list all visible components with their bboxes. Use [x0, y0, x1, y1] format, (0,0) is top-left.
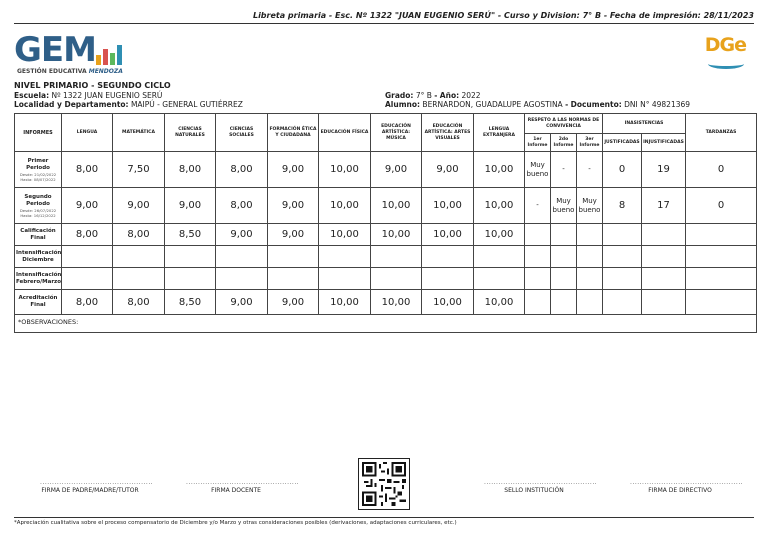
header-extranjera: LENGUA EXTRANJERA	[474, 114, 525, 152]
observaciones-field: *OBSERVACIONES:	[15, 315, 757, 333]
grade-cell: 10,00	[319, 224, 371, 246]
grade-cell	[474, 246, 525, 268]
header-divider	[14, 23, 754, 24]
table-row	[15, 188, 757, 224]
grade-cell: 10,00	[422, 290, 474, 315]
header-fisica: EDUCACIÓN FÍSICA	[319, 114, 371, 152]
grade-cell: 9,00	[268, 188, 319, 224]
grade-cell	[62, 246, 113, 268]
table-row	[15, 152, 757, 188]
normas-cell	[525, 290, 551, 315]
header-musica: EDUCACIÓN ARTÍSTICA: MÚSICA	[371, 114, 422, 152]
justificadas-cell	[603, 246, 642, 268]
grade-cell: 10,00	[371, 290, 422, 315]
normas-cell: Muy bueno	[577, 188, 603, 224]
normas-cell: Muy bueno	[551, 188, 577, 224]
header-normas: RESPETO A LAS NORMAS DE CONVIVENCIA	[525, 114, 603, 134]
grade-cell: 9,00	[268, 224, 319, 246]
grade-cell: 9,00	[268, 290, 319, 315]
table-row	[15, 246, 757, 268]
grade-cell	[319, 268, 371, 290]
grade-cell: 8,50	[165, 224, 216, 246]
grade-cell	[371, 246, 422, 268]
grade-cell: 10,00	[474, 152, 525, 188]
tardanzas-cell	[686, 224, 757, 246]
signature-directivo: ............................................... FIRMA DE DIRECTIVO	[630, 479, 744, 494]
grade-cell: 9,00	[371, 152, 422, 188]
tardanzas-cell: 0	[686, 152, 757, 188]
gem-logo-text: GEM	[14, 30, 96, 70]
bar-chart-icon	[96, 41, 126, 65]
row-label: Intensificación Diciembre	[15, 246, 62, 268]
gem-logo-subtitle: GESTIÓN EDUCATIVA MENDOZA	[17, 68, 123, 75]
normas-cell: -	[577, 152, 603, 188]
normas-cell: -	[525, 188, 551, 224]
tardanzas-cell	[686, 246, 757, 268]
grade-cell	[165, 246, 216, 268]
justificadas-cell: 0	[603, 152, 642, 188]
grade-cell: 10,00	[371, 224, 422, 246]
footnote: *Apreciación cualitativa sobre el proceso compensatorio de Diciembre y/o Marzo y otras consideraciones posibles (derivaciones, adaptaciones curriculares, etc.)	[14, 520, 457, 526]
grade-cell: 10,00	[319, 290, 371, 315]
grade-cell: 9,00	[113, 188, 165, 224]
justificadas-cell	[603, 268, 642, 290]
page-header-title: Libreta primaria - Esc. Nº 1322 "JUAN EUGENIO SERÚ" - Curso y Division: 7° B - Fecha de impresión: 28/11/2023	[252, 11, 754, 20]
injustificadas-cell	[642, 268, 686, 290]
header-visuales: EDUCACIÓN ARTÍSTICA: ARTES VISUALES	[422, 114, 474, 152]
grade-cell	[422, 246, 474, 268]
footer-divider	[14, 517, 754, 518]
header-etica: FORMACIÓN ÉTICA Y CIUDADANA	[268, 114, 319, 152]
tardanzas-cell: 0	[686, 188, 757, 224]
grade-cell	[113, 246, 165, 268]
qr-code	[358, 458, 410, 510]
header-inasistencias: INASISTENCIAS	[603, 114, 686, 134]
normas-cell	[551, 224, 577, 246]
normas-cell	[551, 290, 577, 315]
normas-cell: Muy bueno	[525, 152, 551, 188]
grade-cell	[165, 268, 216, 290]
justificadas-cell: 8	[603, 188, 642, 224]
grade-cell: 8,00	[113, 290, 165, 315]
grade-cell: 7,50	[113, 152, 165, 188]
grade-cell	[113, 268, 165, 290]
injustificadas-cell: 17	[642, 188, 686, 224]
grade-cell: 8,00	[165, 152, 216, 188]
grade-cell: 9,00	[216, 224, 268, 246]
grade-cell	[422, 268, 474, 290]
normas-cell	[525, 268, 551, 290]
dge-logo	[696, 32, 754, 72]
normas-cell	[577, 290, 603, 315]
header-inf3: 3er Informe	[577, 134, 603, 152]
table-row	[15, 268, 757, 290]
grade-cell	[319, 246, 371, 268]
grade-cell: 10,00	[422, 224, 474, 246]
grade-cell: 8,00	[62, 224, 113, 246]
normas-cell	[551, 268, 577, 290]
row-label: Acreditación Final	[15, 290, 62, 315]
header-sociales: CIENCIAS SOCIALES	[216, 114, 268, 152]
grade-cell: 9,00	[268, 152, 319, 188]
grade-cell: 10,00	[422, 188, 474, 224]
localidad-line: Localidad y Departamento: MAIPÚ - GENERAL GUTIÉRREZ	[14, 100, 243, 109]
normas-cell	[577, 268, 603, 290]
grade-cell: 10,00	[474, 224, 525, 246]
grade-cell: 10,00	[319, 188, 371, 224]
grade-cell	[216, 246, 268, 268]
header-tardanzas: TARDANZAS	[686, 114, 757, 152]
table-row	[15, 290, 757, 315]
injustificadas-cell	[642, 224, 686, 246]
grado-line: Grado: 7° B - Año: 2022	[385, 91, 481, 100]
grade-cell	[474, 268, 525, 290]
header-lengua: LENGUA	[62, 114, 113, 152]
normas-cell	[525, 224, 551, 246]
injustificadas-cell	[642, 246, 686, 268]
gem-logo	[14, 30, 134, 79]
header-justificadas: JUSTIFICADAS	[603, 134, 642, 152]
header-informes: INFORMES	[15, 114, 62, 152]
row-label: Intensificación Febrero/Marzo	[15, 268, 62, 290]
grade-cell	[371, 268, 422, 290]
injustificadas-cell: 19	[642, 152, 686, 188]
grade-cell: 8,50	[165, 290, 216, 315]
grade-cell: 8,00	[216, 152, 268, 188]
grade-cell: 10,00	[371, 188, 422, 224]
injustificadas-cell	[642, 290, 686, 315]
normas-cell: -	[551, 152, 577, 188]
alumno-line: Alumno: BERNARDON, GUADALUPE AGOSTINA - Documento: DNI N° 49821369	[385, 100, 691, 109]
tardanzas-cell	[686, 268, 757, 290]
header-matematica: MATEMÁTICA	[113, 114, 165, 152]
grade-cell: 10,00	[474, 290, 525, 315]
grade-cell	[216, 268, 268, 290]
grade-cell: 8,00	[113, 224, 165, 246]
grade-cell	[62, 268, 113, 290]
header-injustificadas: INJUSTIFICADAS	[642, 134, 686, 152]
header-inf2: 2do Informe	[551, 134, 577, 152]
header-naturales: CIENCIAS NATURALES	[165, 114, 216, 152]
grade-cell: 9,00	[422, 152, 474, 188]
grade-cell: 10,00	[319, 152, 371, 188]
grade-cell: 9,00	[216, 290, 268, 315]
signature-docente: ............................................... FIRMA DOCENTE	[186, 479, 300, 494]
normas-cell	[551, 246, 577, 268]
grade-cell: 10,00	[474, 188, 525, 224]
grade-cell	[268, 246, 319, 268]
normas-cell	[577, 224, 603, 246]
justificadas-cell	[603, 224, 642, 246]
grade-cell: 8,00	[216, 188, 268, 224]
grade-cell: 8,00	[62, 290, 113, 315]
normas-cell	[577, 246, 603, 268]
book-icon	[708, 59, 744, 69]
signature-sello: ............................................... SELLO INSTITUCIÓN	[484, 479, 598, 494]
grade-cell: 9,00	[165, 188, 216, 224]
row-label: Primer Periodo Desde: 21/02/2022 Hasta: 08/07/2022	[15, 152, 62, 188]
escuela-line: Escuela: Nº 1322 JUAN EUGENIO SERÚ	[14, 91, 163, 100]
row-label: Segundo Periodo Desde: 26/07/2022 Hasta: 16/12/2022	[15, 188, 62, 224]
grade-cell: 8,00	[62, 152, 113, 188]
dge-logo-text: DGe	[704, 34, 746, 56]
justificadas-cell	[603, 290, 642, 315]
header-inf1: 1er Informe	[525, 134, 551, 152]
tardanzas-cell	[686, 290, 757, 315]
row-label: Calificación Final	[15, 224, 62, 246]
grade-cell	[268, 268, 319, 290]
signature-padre: ............................................... FIRMA DE PADRE/MADRE/TUTOR	[40, 479, 154, 494]
grades-table	[14, 113, 757, 333]
grade-cell: 9,00	[62, 188, 113, 224]
level-title: NIVEL PRIMARIO - SEGUNDO CICLO	[14, 81, 171, 90]
table-row	[15, 224, 757, 246]
normas-cell	[525, 246, 551, 268]
